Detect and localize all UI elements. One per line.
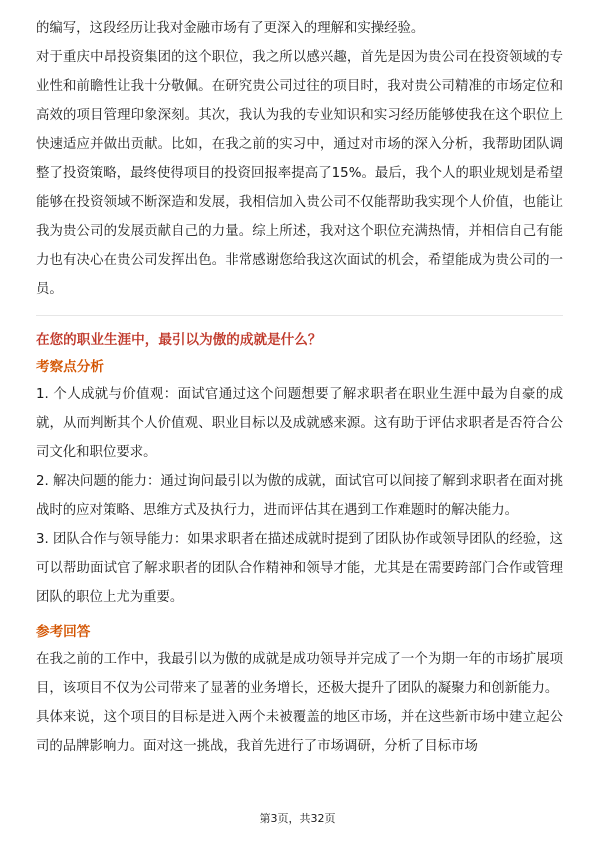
analysis-point: 3. 团队合作与领导能力：如果求职者在描述成就时提到了团队协作或领导团队的经验，这可以帮助面试官了解求职者的团队合作精神和领导才能，尤其是在需要跨部门合作或管理团队的职位上尤为重要。 xyxy=(36,532,563,605)
analysis-point: 2. 解决问题的能力：通过询问最引以为傲的成就，面试官可以间接了解到求职者在面对挑战时的应对策略、思维方式及执行力，进而评估其在遇到工作难题时的解决能力。 xyxy=(36,474,563,518)
interview-question: 在您的职业生涯中，最引以为傲的成就是什么？ xyxy=(36,332,322,348)
answer-paragraph: 在我之前的工作中，我最引以为傲的成就是成功领导并完成了一个为期一年的市场扩展项目，该项目不仅为公司带来了显著的业务增长，还极大提升了团队的凝聚力和创新能力。 xyxy=(36,652,563,696)
page-content xyxy=(36,14,563,761)
answer-heading: 参考回答 xyxy=(36,624,91,640)
body-paragraph: 的编写，这段经历让我对金融市场有了更深入的理解和实操经验。 xyxy=(36,21,425,36)
body-paragraph: 对于重庆中昂投资集团的这个职位，我之所以感兴趣，首先是因为贵公司在投资领域的专业性和前瞻性让我十分敬佩。在研究贵公司过往的项目时，我对贵公司精准的市场定位和高效的项目管理印象深刻。其次，我认为我的专业知识和实习经历能够使我在这个职位上快速适应并做出贡献。比如，在我之前的实习中，通过对市场的深入分析，我帮助团队调整了投资策略，最终使得项目的投资回报率提高了15%。最后，我个人的职业规划是希望能够在投资领域不断深造和发展，我相信加入贵公司不仅能帮助我实现个人价值，也能让我为贵公司的发展贡献自己的力量。综上所述，我对这个职位充满热情，并相信自己有能力也有决心在贵公司发挥出色。非常感谢您给我这次面试的机会，希望能成为贵公司的一员。 xyxy=(36,50,563,297)
section-divider xyxy=(36,315,563,316)
page-number-footer: 第3页，共32页 xyxy=(259,812,336,825)
analysis-point: 1. 个人成就与价值观：面试官通过这个问题想要了解求职者在职业生涯中最为自豪的成就，从而判断其个人价值观、职业目标以及成就感来源。这有助于评估求职者是否符合公司文化和职位要求。 xyxy=(36,387,563,460)
answer-paragraph: 具体来说，这个项目的目标是进入两个未被覆盖的地区市场，并在这些新市场中建立起公司的品牌影响力。面对这一挑战，我首先进行了市场调研，分析了目标市场 xyxy=(36,710,563,754)
analysis-heading: 考察点分析 xyxy=(36,359,104,375)
